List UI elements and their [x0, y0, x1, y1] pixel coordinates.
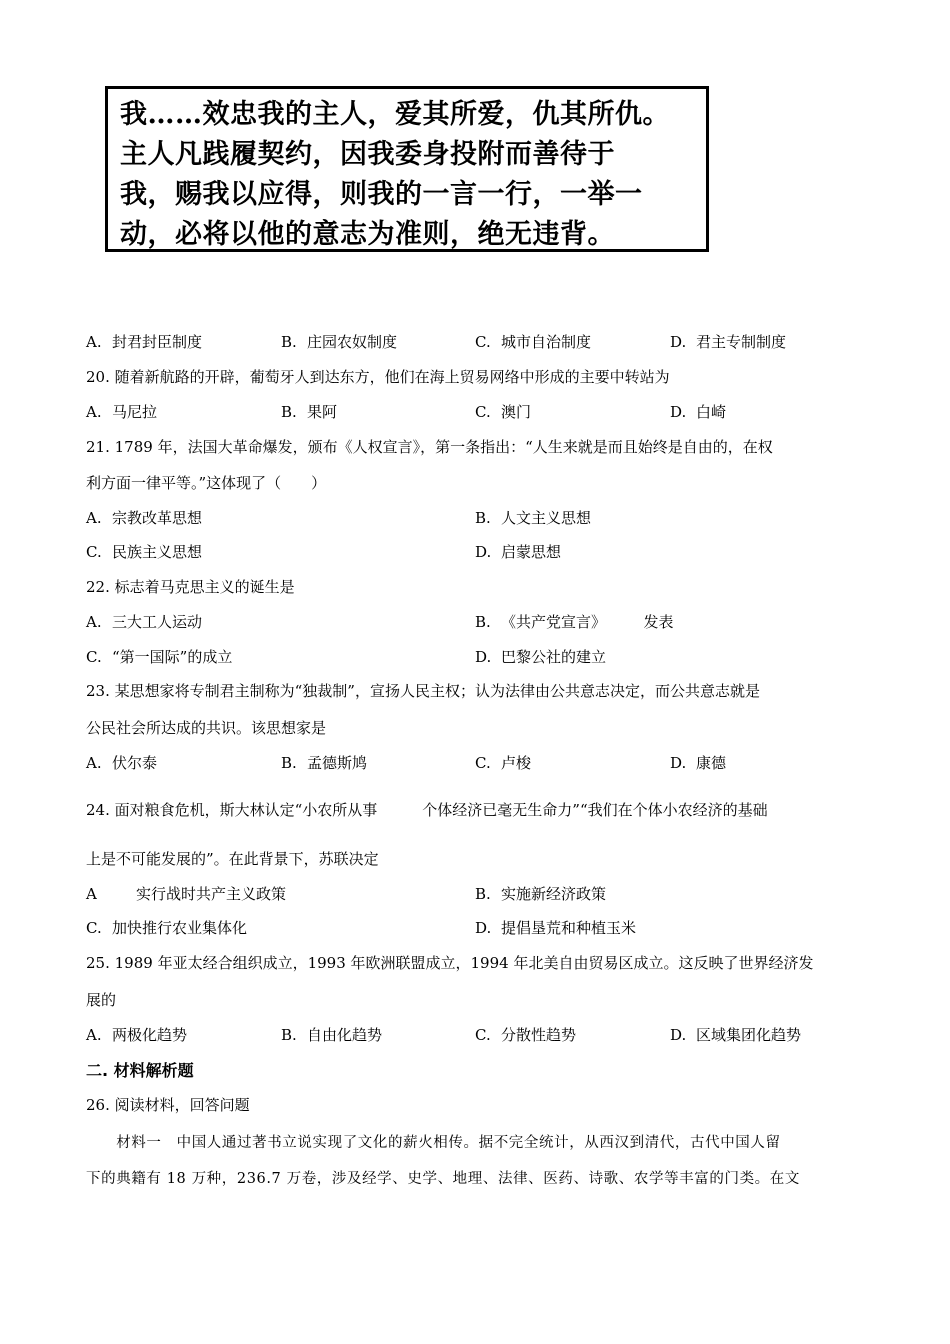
q19-option-c: C. 城市自治制度 [475, 333, 592, 351]
q24-option-b: B. 实施新经济政策 [475, 885, 607, 903]
quote-image-box [105, 86, 709, 252]
section-heading: 二. 材料解析题 [86, 1061, 194, 1080]
q25-option-c: C. 分散性趋势 [475, 1026, 577, 1044]
q26-stem: 26. 阅读材料，回答问题 [86, 1096, 250, 1114]
q21-option-d: D. 启蒙思想 [475, 543, 562, 561]
q23-option-d: D. 康德 [670, 754, 727, 772]
q21-option-a: A. 宗教改革思想 [86, 509, 203, 527]
q24-option-a: A 实行战时共产主义政策 [86, 885, 287, 903]
q24-option-c: C. 加快推行农业集体化 [86, 919, 248, 937]
quote-line: 动，必将以他的意志为准则，绝无违背。 [120, 219, 615, 250]
q19-option-a: A. 封君封臣制度 [86, 333, 203, 351]
q24-option-d: D. 提倡垦荒和种植玉米 [475, 919, 637, 937]
q21-option-c: C. 民族主义思想 [86, 543, 203, 561]
q24-stem-line2: 上是不可能发展的”。在此背景下，苏联决定 [86, 850, 379, 868]
q19-option-d: D. 君主专制制度 [670, 333, 787, 351]
q22-option-b: B. 《共产党宣言》 发表 [475, 613, 674, 631]
q20-option-b: B. 果阿 [281, 403, 338, 421]
quote-line: 我……效忠我的主人，爱其所爱，仇其所仇。 [120, 99, 670, 130]
q24-stem-line1: 24. 面对粮食危机，斯大林认定“小农所从事 个体经济已毫无生命力”“我们在个体小农经济的基础 [86, 801, 768, 819]
material1-line2: 下的典籍有 18 万种，236.7 万卷，涉及经学、史学、地理、法律、医药、诗歌、农学等丰富的门类。在文 [86, 1171, 800, 1187]
material1-line1: 材料一 中国人通过著书立说实现了文化的薪火相传。据不完全统计，从西汉到清代，古代中国人留 [86, 1135, 781, 1151]
q25-stem-line1: 25. 1989 年亚太经合组织成立，1993 年欧洲联盟成立，1994 年北美自由贸易区成立。这反映了世界经济发 [86, 954, 814, 972]
q20-option-d: D. 白崎 [670, 403, 727, 421]
q22-option-c: C. “第一国际”的成立 [86, 648, 233, 666]
q23-stem-line2: 公民社会所达成的共识。该思想家是 [86, 719, 327, 737]
q25-option-d: D. 区域集团化趋势 [670, 1026, 802, 1044]
q23-option-b: B. 孟德斯鸠 [281, 754, 368, 772]
q22-option-a: A. 三大工人运动 [86, 613, 203, 631]
q23-option-c: C. 卢梭 [475, 754, 532, 772]
q20-option-a: A. 马尼拉 [86, 403, 158, 421]
quote-line: 我，赐我以应得，则我的一言一行，一举一 [120, 179, 643, 210]
q23-stem-line1: 23. 某思想家将专制君主制称为“独裁制”，宣扬人民主权；认为法律由公共意志决定，而公共意志就是 [86, 682, 760, 700]
q22-stem: 22. 标志着马克思主义的诞生是 [86, 578, 295, 596]
q21-stem-line2: 利方面一律平等。”这体现了（ ） [86, 474, 327, 492]
quote-line: 主人凡践履契约，因我委身投附而善待于 [120, 139, 615, 170]
q20-stem: 20. 随着新航路的开辟，葡萄牙人到达东方，他们在海上贸易网络中形成的主要中转站为 [86, 368, 670, 386]
q21-stem-line1: 21. 1789 年，法国大革命爆发，颁布《人权宣言》，第一条指出：“人生来就是而且始终是自由的，在权 [86, 438, 773, 456]
q23-option-a: A. 伏尔泰 [86, 754, 158, 772]
q21-option-b: B. 人文主义思想 [475, 509, 592, 527]
q19-option-b: B. 庄园农奴制度 [281, 333, 398, 351]
q22-option-d: D. 巴黎公社的建立 [475, 648, 607, 666]
q25-option-b: B. 自由化趋势 [281, 1026, 383, 1044]
q20-option-c: C. 澳门 [475, 403, 532, 421]
q25-stem-line2: 展的 [86, 991, 117, 1009]
q25-option-a: A. 两极化趋势 [86, 1026, 188, 1044]
